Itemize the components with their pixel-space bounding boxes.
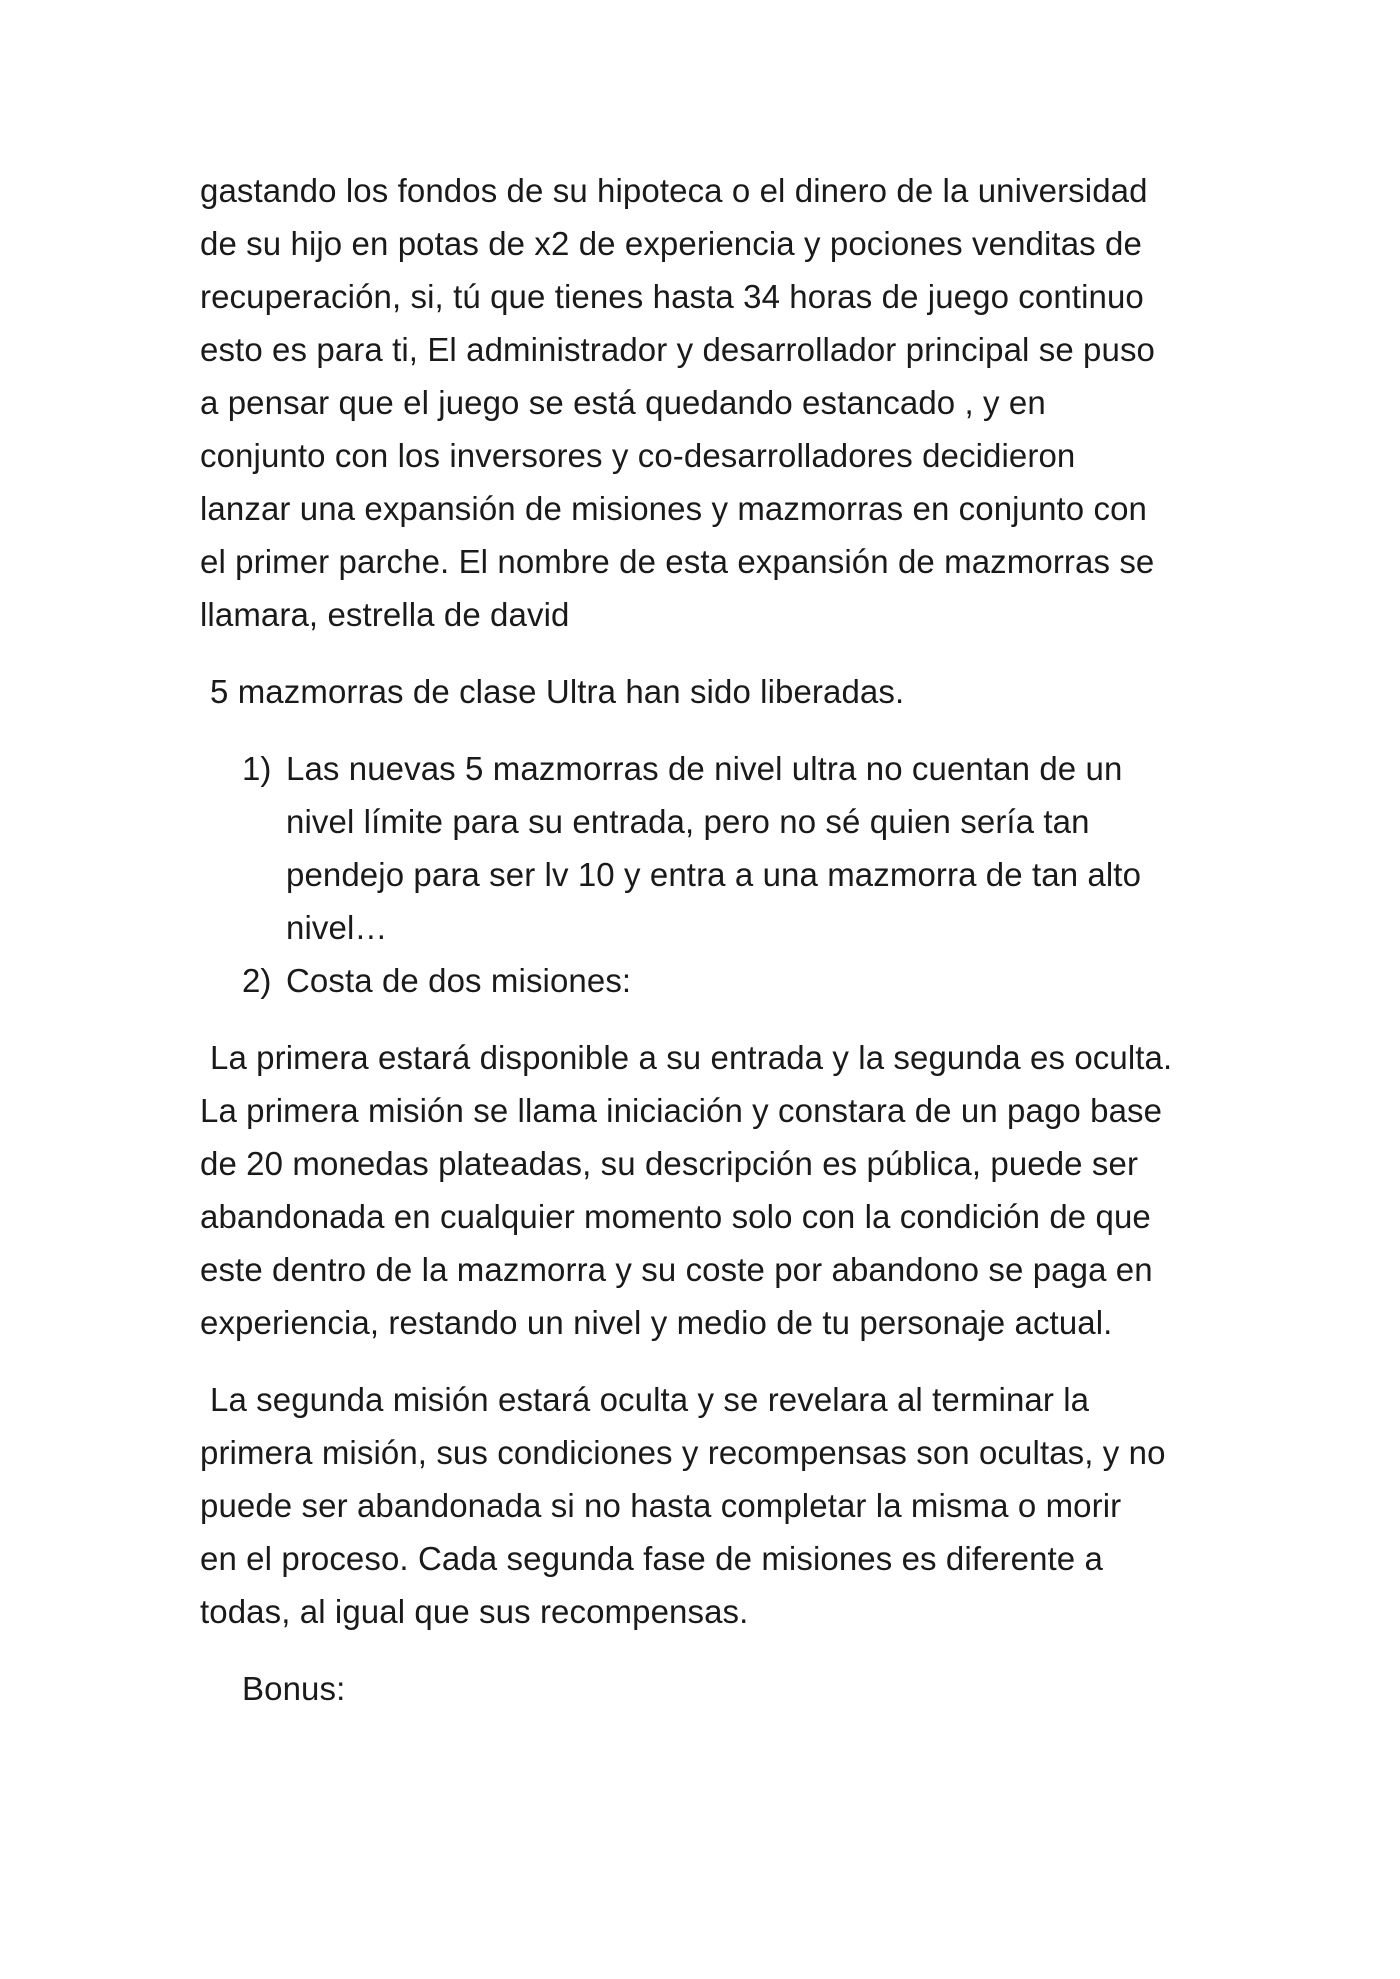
- first-mission-line: La primera estará disponible a su entrada y la segunda es oculta.: [210, 1039, 1173, 1076]
- document-page: [200, 164, 1200, 1715]
- paragraph-spacer: [200, 718, 1200, 742]
- numbered-list: [200, 742, 1200, 1007]
- list-item: [200, 954, 1200, 1007]
- intro-line: recuperación, si, tú que tienes hasta 34 horas de juego continuo: [200, 278, 1144, 315]
- list-item-line: nivel límite para su entrada, pero no sé quien sería tan: [286, 803, 1090, 840]
- second-mission-paragraph: [200, 1373, 1200, 1638]
- intro-line: de su hijo en potas de x2 de experiencia y pociones venditas de: [200, 225, 1142, 262]
- list-item: [200, 742, 1200, 954]
- intro-line: gastando los fondos de su hipoteca o el dinero de la universidad: [200, 172, 1148, 209]
- list-item-line: nivel…: [286, 909, 388, 946]
- paragraph-spacer: [200, 1007, 1200, 1031]
- intro-line: lanzar una expansión de misiones y mazmorras en conjunto con: [200, 490, 1148, 527]
- intro-line: esto es para ti, El administrador y desarrollador principal se puso: [200, 331, 1155, 368]
- second-mission-line: todas, al igual que sus recompensas.: [200, 1593, 749, 1630]
- second-mission-line: puede ser abandonada si no hasta completar la misma o morir: [200, 1487, 1122, 1524]
- first-mission-line: este dentro de la mazmorra y su coste por abandono se paga en: [200, 1251, 1153, 1288]
- paragraph-spacer: [200, 1349, 1200, 1373]
- intro-line: llamara, estrella de david: [200, 596, 570, 633]
- intro-paragraph: [200, 164, 1200, 641]
- intro-line: a pensar que el juego se está quedando estancado , y en: [200, 384, 1046, 421]
- list-item-line: Costa de dos misiones:: [286, 962, 632, 999]
- bonus-label: Bonus:: [242, 1670, 346, 1707]
- first-mission-line: abandonada en cualquier momento solo con la condición de que: [200, 1198, 1151, 1235]
- list-item-line: Las nuevas 5 mazmorras de nivel ultra no cuentan de un: [286, 750, 1123, 787]
- intro-line: el primer parche. El nombre de esta expansión de mazmorras se: [200, 543, 1155, 580]
- first-mission-line: La primera misión se llama iniciación y constara de un pago base: [200, 1092, 1163, 1129]
- first-mission-paragraph: [200, 1031, 1200, 1349]
- intro-line: conjunto con los inversores y co-desarrolladores decidieron: [200, 437, 1076, 474]
- second-mission-line: primera misión, sus condiciones y recompensas son ocultas, y no: [200, 1434, 1166, 1471]
- first-mission-line: experiencia, restando un nivel y medio de tu personaje actual.: [200, 1304, 1113, 1341]
- first-mission-line: de 20 monedas plateadas, su descripción es pública, puede ser: [200, 1145, 1139, 1182]
- paragraph-spacer: [200, 641, 1200, 665]
- release-line: 5 mazmorras de clase Ultra han sido liberadas.: [210, 673, 905, 710]
- list-number: 1): [242, 750, 272, 787]
- paragraph-spacer: [200, 1638, 1200, 1662]
- release-paragraph: [200, 665, 1200, 718]
- second-mission-line: La segunda misión estará oculta y se revelara al terminar la: [210, 1381, 1090, 1418]
- list-item-line: pendejo para ser lv 10 y entra a una mazmorra de tan alto: [286, 856, 1142, 893]
- second-mission-line: en el proceso. Cada segunda fase de misiones es diferente a: [200, 1540, 1103, 1577]
- list-number: 2): [242, 962, 272, 999]
- bonus-paragraph: [200, 1662, 1200, 1715]
